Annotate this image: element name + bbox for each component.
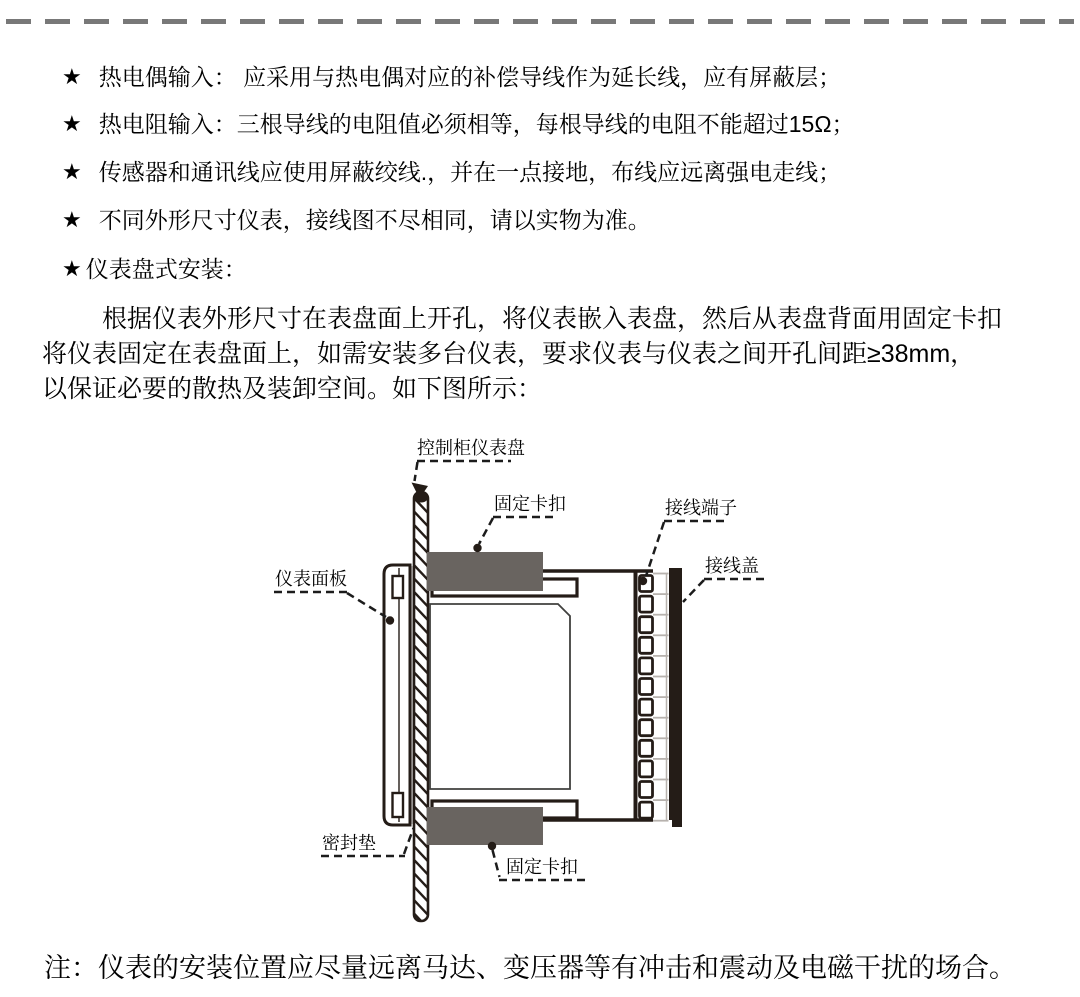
terminal-block (636, 571, 653, 821)
bullet-text: 仪表盘式安装： (85, 256, 247, 282)
instrument-front-panel (384, 565, 410, 825)
instrument-case-body (430, 604, 570, 789)
bullet-text: 热电阻输入：三根导线的电阻值必须相等，每根导线的电阻不能超过15Ω； (98, 111, 855, 137)
bullet-text: 热电偶输入： 应采用与热电偶对应的补偿导线作为延长线，应有屏蔽层； (98, 64, 842, 90)
label-cabinet-panel: 控制柜仪表盘 (417, 438, 525, 458)
star-icon: ★ (62, 159, 82, 184)
terminal-cells (640, 576, 653, 819)
install-paragraph-line: 以保证必要的散热及装卸空间。如下图所示： (42, 375, 543, 403)
leader-line (479, 518, 493, 544)
label-terminal: 接线端子 (665, 498, 737, 518)
star-icon: ★ (62, 111, 82, 136)
leader-dot (488, 842, 496, 850)
cabinet-panel-bar (412, 483, 430, 930)
leader-line (493, 850, 500, 877)
wiring-cover (669, 568, 682, 827)
leader-line (404, 828, 414, 854)
leader-line (683, 580, 704, 602)
bullet-text: 传感器和通讯线应使用屏蔽绞线.，并在一点接地，布线应远离强电走线； (98, 159, 842, 185)
install-paragraph-line: 将仪表固定在表盘面上，如需安装多台仪表，要求仪表与仪表之间开孔间距≥38mm， (42, 340, 976, 368)
label-fixing-clip-top: 固定卡扣 (494, 494, 566, 514)
leader-line (347, 593, 386, 617)
install-paragraph-line: 根据仪表外形尺寸在表盘面上开孔，将仪表嵌入表盘，然后从表盘背面用固定卡扣 (102, 305, 1003, 333)
label-front-panel: 仪表面板 (275, 569, 347, 589)
star-icon: ★ (62, 256, 82, 281)
bullet-text: 不同外形尺寸仪表，接线图不尽相同，请以实物为准。 (98, 207, 651, 233)
leader-dot (473, 544, 481, 552)
fixing-clip-bottom (427, 807, 543, 845)
note-text: 注：仪表的安装位置应尽量远离马达、变压器等有冲击和震动及电磁干扰的场合。 (44, 953, 1016, 983)
label-gasket: 密封垫 (322, 833, 376, 853)
leader-dot (639, 577, 647, 585)
label-cover: 接线盖 (705, 556, 759, 576)
leader-line (646, 522, 664, 576)
label-fixing-clip-bottom: 固定卡扣 (506, 857, 578, 877)
fixing-clip-top (427, 552, 543, 591)
leader-line (415, 462, 418, 481)
star-icon: ★ (62, 64, 82, 89)
star-icon: ★ (62, 207, 82, 232)
leader-dot (386, 616, 394, 624)
